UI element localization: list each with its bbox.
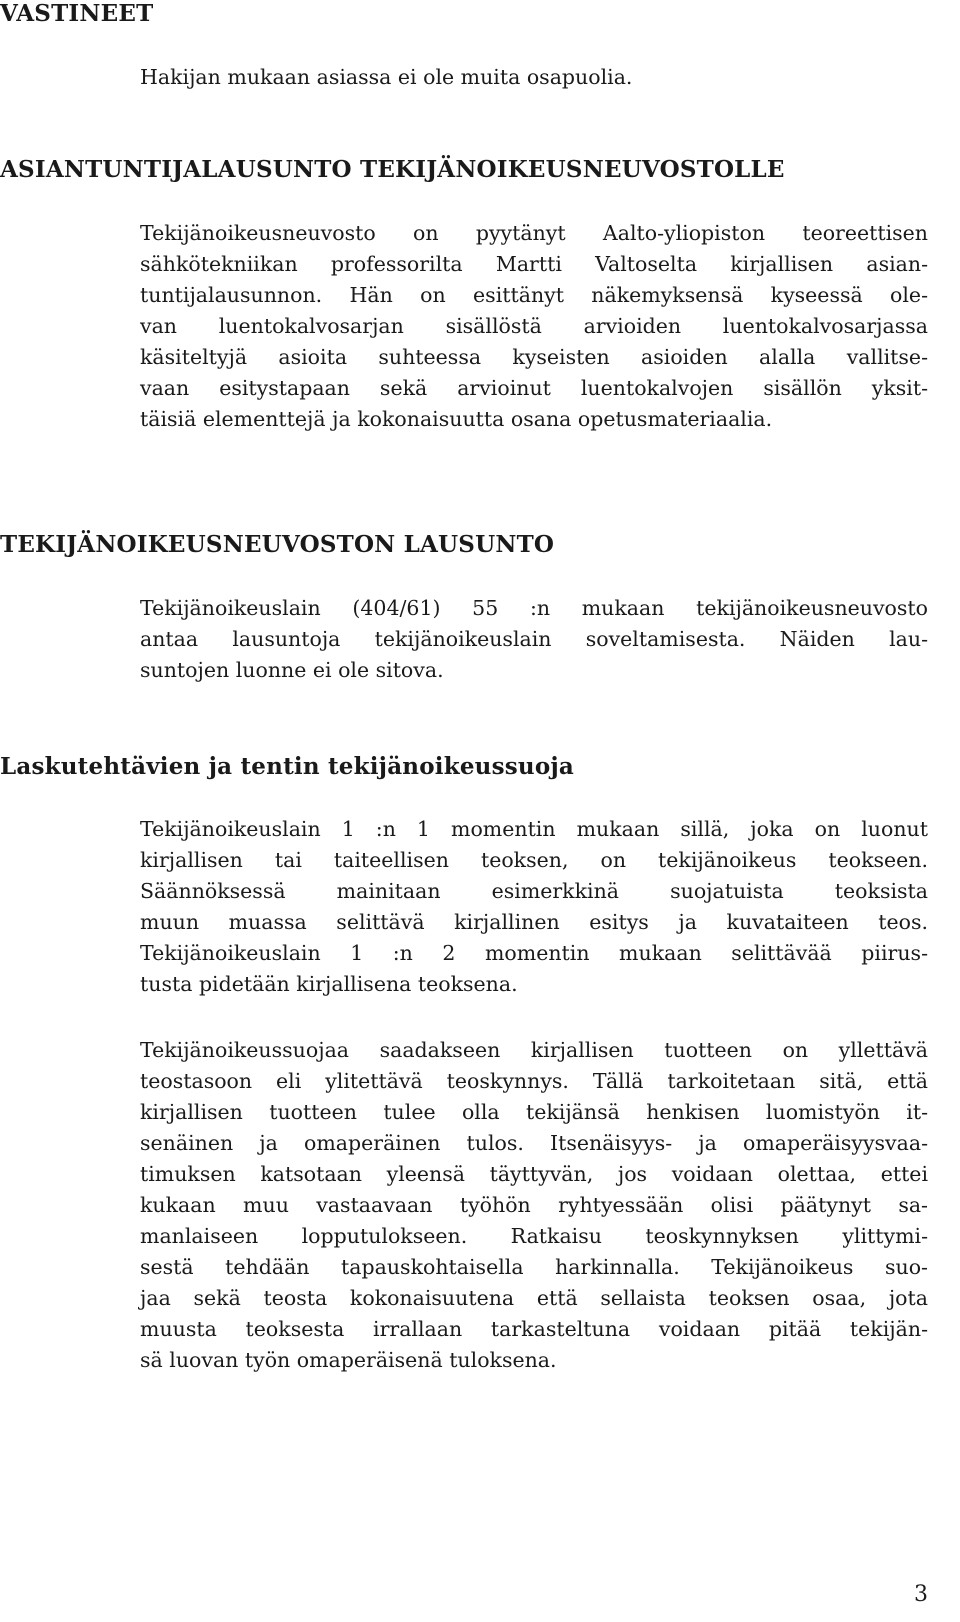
text-line: sä luovan työn omaperäisenä tuloksena. <box>140 1348 557 1372</box>
text-line: käsiteltyjä asioita suhteessa kyseisten asioiden alalla vallitse- <box>140 345 928 369</box>
heading-vastineet: VASTINEET <box>0 0 154 27</box>
text-line: Tekijänoikeusneuvosto on pyytänyt Aalto-yliopiston teoreettisen <box>140 221 928 245</box>
paragraph-laskutehtavien-suoja-1 <box>140 814 928 1000</box>
paragraph-neuvoston-lausunto <box>140 593 928 686</box>
text-line: teostasoon eli ylitettävä teoskynnys. Tällä tarkoitetaan sitä, että <box>140 1069 928 1093</box>
text-line: Säännöksessä mainitaan esimerkkinä suojatuista teoksista <box>140 879 928 903</box>
heading-asiantuntijalausunto: ASIANTUNTIJALAUSUNTO TEKIJÄNOIKEUSNEUVOSTOLLE <box>0 156 785 183</box>
text-line: manlaiseen lopputulokseen. Ratkaisu teoskynnyksen ylittymi- <box>140 1224 928 1248</box>
text-line: antaa lausuntoja tekijänoikeuslain soveltamisesta. Näiden lau- <box>140 627 928 651</box>
text-line: muusta teoksesta irrallaan tarkasteltuna voidaan pitää tekijän- <box>140 1317 928 1341</box>
text-line: Tekijänoikeussuojaa saadakseen kirjallisen tuotteen on yllettävä <box>140 1038 928 1062</box>
text-line: Hakijan mukaan asiassa ei ole muita osapuolia. <box>140 65 633 89</box>
text-line: senäinen ja omaperäinen tulos. Itsenäisyys- ja omaperäisyysvaa- <box>140 1131 928 1155</box>
text-line: vaan esitystapaan sekä arvioinut luentokalvojen sisällön yksit- <box>140 376 928 400</box>
heading-laskutehtavien-suoja: Laskutehtävien ja tentin tekijänoikeussuoja <box>0 753 574 780</box>
text-line: kukaan muu vastaavaan työhön ryhtyessään olisi päätynyt sa- <box>140 1193 928 1217</box>
text-line: Tekijänoikeuslain (404/61) 55 :n mukaan tekijänoikeusneuvosto <box>140 596 928 620</box>
text-line: kirjallisen tuotteen tulee olla tekijänsä henkisen luomistyön it- <box>140 1100 928 1124</box>
text-line: Tekijänoikeuslain 1 :n 1 momentin mukaan sillä, joka on luonut <box>140 817 928 841</box>
text-line: jaa sekä teosta kokonaisuutena että sellaista teoksen osaa, jota <box>140 1286 928 1310</box>
text-line: tuntijalausunnon. Hän on esittänyt näkemyksensä kyseessä ole- <box>140 283 928 307</box>
text-line: van luentokalvosarjan sisällöstä arvioiden luentokalvosarjassa <box>140 314 928 338</box>
text-line: täisiä elementtejä ja kokonaisuutta osana opetusmateriaalia. <box>140 407 773 431</box>
paragraph-laskutehtavien-suoja-2 <box>140 1035 928 1376</box>
paragraph-vastineet <box>140 62 928 93</box>
text-line: timuksen katsotaan yleensä täyttyvän, jos voidaan olettaa, ettei <box>140 1162 928 1186</box>
text-line: suntojen luonne ei ole sitova. <box>140 658 444 682</box>
text-line: kirjallisen tai taiteellisen teoksen, on tekijänoikeus teokseen. <box>140 848 928 872</box>
page-number: 3 <box>914 1582 928 1607</box>
text-line: Tekijänoikeuslain 1 :n 2 momentin mukaan selittävää piirus- <box>140 941 928 965</box>
text-line: sestä tehdään tapauskohtaisella harkinnalla. Tekijänoikeus suo- <box>140 1255 928 1279</box>
text-line: tusta pidetään kirjallisena teoksena. <box>140 972 518 996</box>
text-line: sähkötekniikan professorilta Martti Valtoselta kirjallisen asian- <box>140 252 928 276</box>
text-line: muun muassa selittävä kirjallinen esitys ja kuvataiteen teos. <box>140 910 928 934</box>
heading-neuvoston-lausunto: TEKIJÄNOIKEUSNEUVOSTON LAUSUNTO <box>0 531 555 558</box>
paragraph-asiantuntijalausunto <box>140 218 928 435</box>
